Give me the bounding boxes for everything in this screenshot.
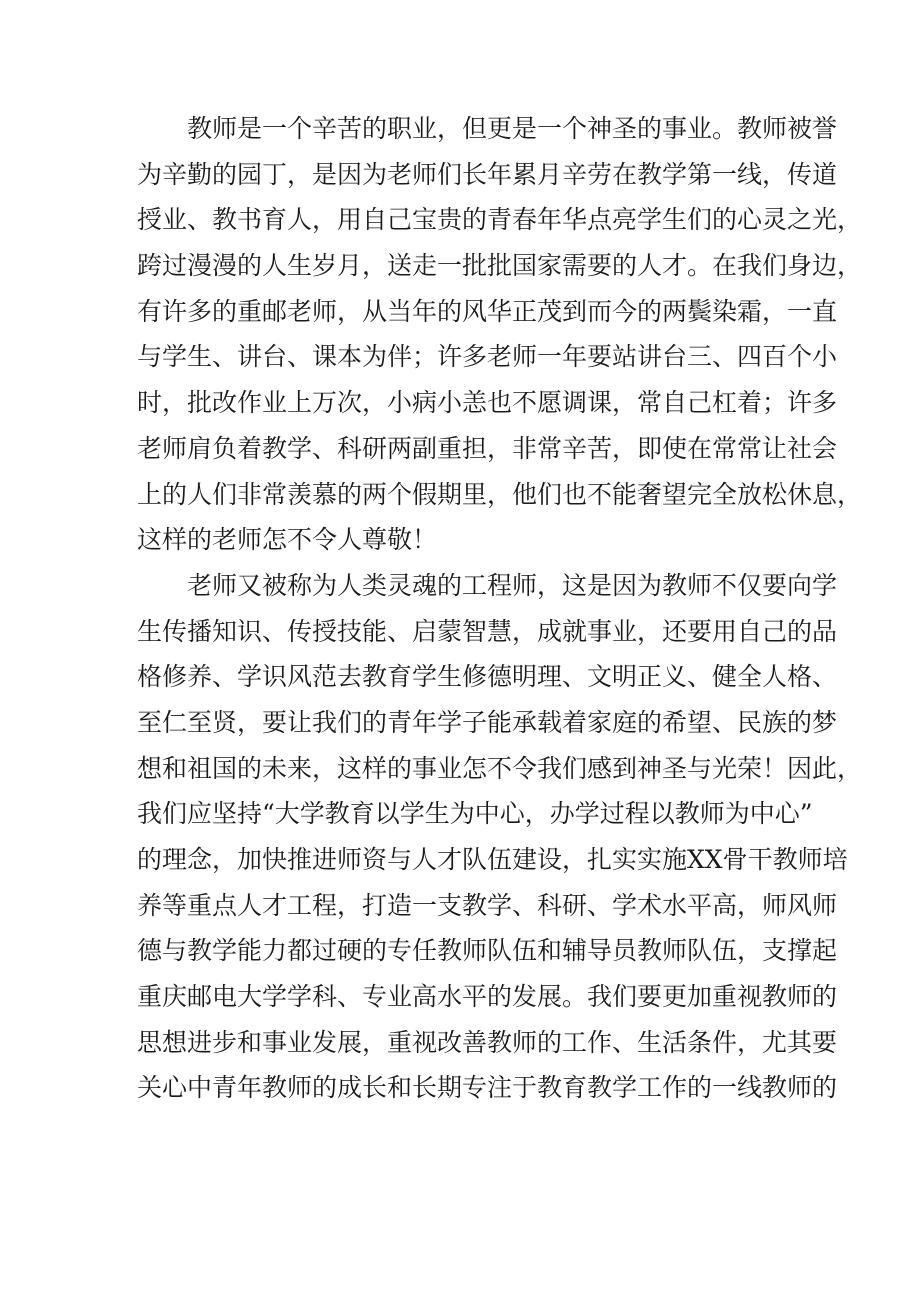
text-line: 思想进步和事业发展，重视改善教师的工作、生活条件，尤其要 — [137, 1027, 838, 1057]
text-line: 生传播知识、传授技能、启蒙智慧，成就事业，还要用自己的品 — [137, 616, 838, 646]
text-line: 教师是一个辛苦的职业，但更是一个神圣的事业。教师被誉 — [187, 114, 838, 143]
text-line: 至仁至贤，要让我们的青年学子能承载着家庭的希望、民族的梦 — [137, 707, 838, 737]
text-line: 这样的老师怎不令人尊敬！ — [137, 525, 438, 555]
text-line: 养等重点人才工程，打造一支教学、科研、学术水平高，师风师 — [137, 890, 838, 920]
text-line: 想和祖国的未来，这样的事业怎不令我们感到神圣与光荣！因此， — [137, 753, 863, 783]
text-line: 我们应坚持“大学教育以学生为中心，办学过程以教师为中心” — [137, 799, 813, 829]
text-line: 与学生、讲台、课本为伴；许多老师一年要站讲台三、四百个小 — [137, 342, 838, 372]
text-line: 格修养、学识风范去教育学生修德明理、文明正义、健全人格、 — [137, 662, 838, 692]
text-line: 老师肩负着教学、科研两副重担，非常辛苦，即使在常常让社会 — [137, 433, 838, 463]
text-line: 授业、教书育人，用自己宝贵的青春年华点亮学生们的心灵之光， — [137, 205, 863, 235]
paragraph-1 — [137, 106, 863, 563]
text-line: 上的人们非常羡慕的两个假期里，他们也不能奢望完全放松休息， — [137, 479, 863, 509]
text-line: 关心中青年教师的成长和长期专注于教育教学工作的一线教师的 — [137, 1073, 838, 1103]
text-line: 重庆邮电大学学科、专业高水平的发展。我们要更加重视教师的 — [137, 982, 838, 1012]
document-body — [137, 106, 863, 1111]
text-line: 老师又被称为人类灵魂的工程师，这是因为教师不仅要向学 — [187, 570, 838, 600]
text-line: 德与教学能力都过硬的专任教师队伍和辅导员教师队伍，支撑起 — [137, 936, 838, 966]
text-line: 跨过漫漫的人生岁月，送走一批批国家需要的人才。在我们身边， — [137, 251, 863, 281]
text-line: 为辛勤的园丁，是因为老师们长年累月辛劳在教学第一线，传道 — [137, 159, 838, 189]
paragraph-2 — [137, 563, 863, 1111]
text-line: 有许多的重邮老师，从当年的风华正茂到而今的两鬓染霜，一直 — [137, 296, 838, 326]
text-line: 时，批改作业上万次，小病小恙也不愿调课，常自己杠着；许多 — [137, 388, 838, 418]
text-line: 的理念，加快推进师资与人才队伍建设，扎实实施XX骨干教师培 — [137, 845, 848, 874]
